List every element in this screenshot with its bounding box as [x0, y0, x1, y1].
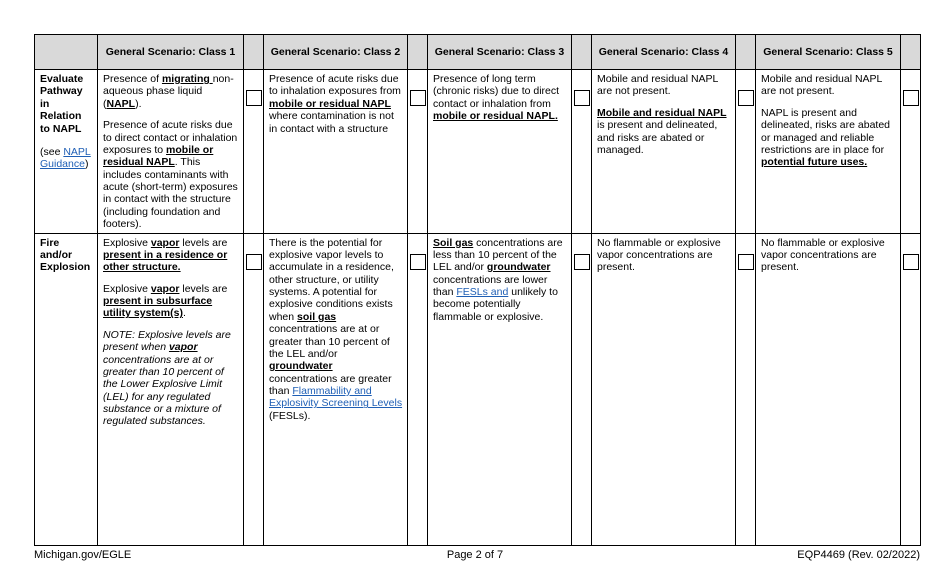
footer-page-number: Page 2 of 7: [446, 549, 504, 561]
fire-class-4: No flammable or explosive vapor concentrations are present.: [592, 233, 736, 545]
fire-class-2: There is the potential for explosive vapor levels to accumulate in a residence, other structure, or utility systems. A potential for explosive conditions exists when soil gas concentrations are at or greater than 10 percent of the LEL and/or groundwater concentrations are greater than Flammability and Explosivity Screening Levels (FESLs).: [264, 233, 408, 545]
header-row: [35, 35, 921, 70]
napl-class-3: Presence of long term (chronic risks) due to direct contact or inhalation from mobile or residual NAPL.: [428, 70, 572, 234]
fire-class-1: Explosive vapor levels are present in a residence or other structure. Explosive vapor levels are present in subsurface utility system(s). NOTE: Explosive levels are present when vapor concentrations are at or greater than 10 percent of the Lower Explosive Limit (LEL) for any regulated substance or a mixture of regulated substances.: [98, 233, 244, 545]
pathway-napl: Evaluate Pathway in Relation to NAPL (see NAPL Guidance): [35, 70, 98, 234]
napl-class-3-checkbox[interactable]: [574, 90, 590, 106]
table-row-napl: [35, 70, 921, 234]
header-class-4: General Scenario: Class 4: [592, 35, 736, 70]
footer-left: Michigan.gov/EGLE: [34, 549, 132, 561]
fire-class-5-checkbox[interactable]: [903, 254, 919, 270]
napl-class-1-checkbox[interactable]: [246, 90, 262, 106]
header-class-3: General Scenario: Class 3: [428, 35, 572, 70]
napl-class-4-checkbox[interactable]: [738, 90, 754, 106]
napl-class-1: Presence of migrating non-aqueous phase liquid (NAPL). Presence of acute risks due to direct contact or inhalation exposures to mobile or residual NAPL. This includes contaminants with acute (short-term) exposures in contact with the structure (including foundation and footers).: [98, 70, 244, 234]
fire-class-4-checkbox[interactable]: [738, 254, 754, 270]
fesl-link[interactable]: Flammability and Explosivity Screening Levels: [269, 385, 403, 410]
footer-form-id: EQP4469 (Rev. 02/2022): [797, 549, 920, 561]
header-class-5: General Scenario: Class 5: [756, 35, 901, 70]
scenario-table: [34, 34, 921, 546]
napl-class-4: Mobile and residual NAPL are not present. Mobile and residual NAPL is present and delineated, and risks are abated or managed.: [592, 70, 736, 234]
fesls-link[interactable]: FESLs and: [456, 286, 509, 298]
header-class-1: General Scenario: Class 1: [98, 35, 244, 70]
fire-class-3: Soil gas concentrations are less than 10 percent of the LEL and/or groundwater concentrations are lower than FESLs and unlikely to become potentially flammable or explosive.: [428, 233, 572, 545]
fire-class-1-checkbox[interactable]: [246, 254, 262, 270]
table-row-fire-explosion: [35, 233, 921, 545]
napl-class-2-checkbox[interactable]: [410, 90, 426, 106]
header-empty: [35, 35, 98, 70]
header-class-2: General Scenario: Class 2: [264, 35, 408, 70]
napl-class-5-checkbox[interactable]: [903, 90, 919, 106]
napl-class-2: Presence of acute risks due to inhalation exposures from mobile or residual NAPL where contamination is not in contact with a structure: [264, 70, 408, 234]
napl-guidance-link[interactable]: NAPL Guidance: [40, 145, 91, 171]
fire-class-5: No flammable or explosive vapor concentrations are present.: [756, 233, 901, 545]
see-guidance: (see NAPL Guidance): [40, 145, 91, 171]
pathway-fire-explosion: Fire and/or Explosion: [35, 233, 98, 545]
fire-class-3-checkbox[interactable]: [574, 254, 590, 270]
napl-class-5: Mobile and residual NAPL are not present. NAPL is present and delineated, risks are abated or managed and reliable restrictions are in place for potential future uses.: [756, 70, 901, 234]
fire-class-2-checkbox[interactable]: [410, 254, 426, 270]
